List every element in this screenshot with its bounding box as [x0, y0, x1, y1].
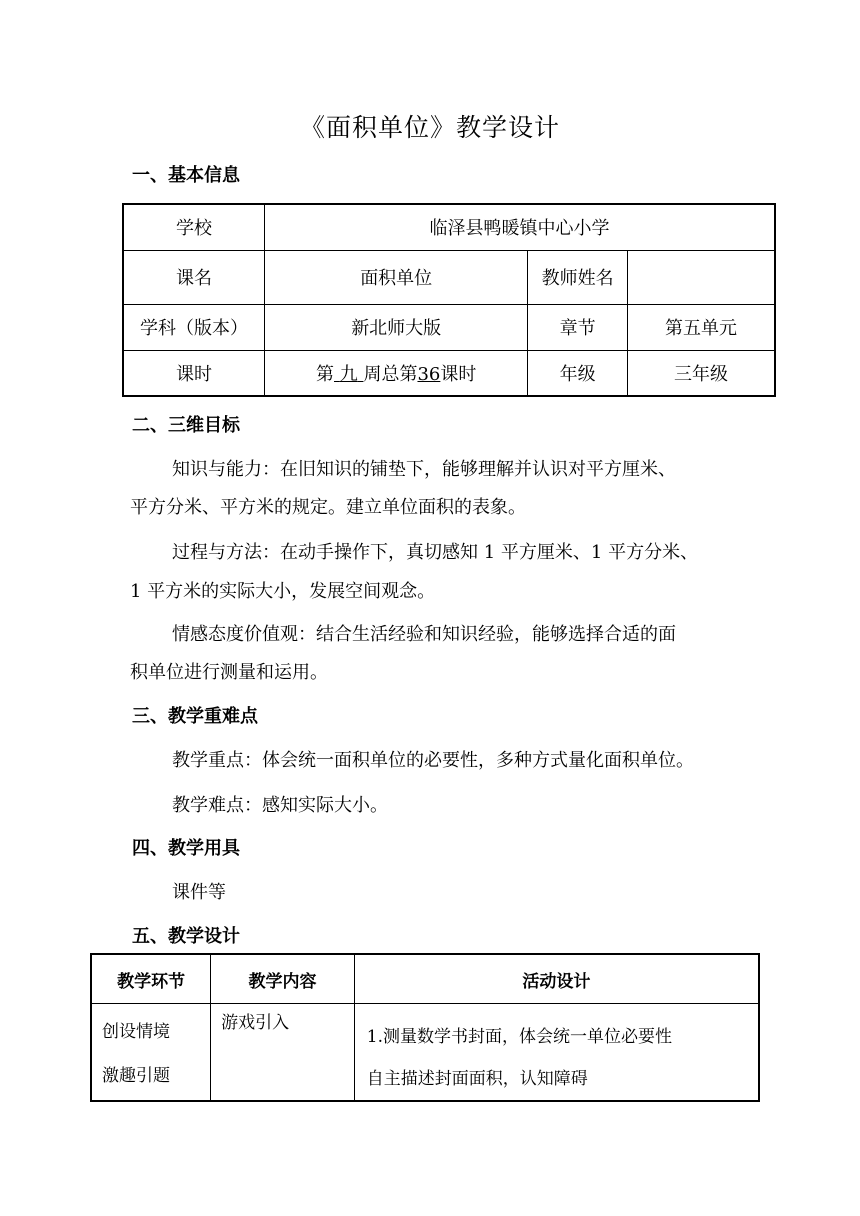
stage-line2: 激趣引题: [102, 1066, 170, 1086]
course-label: 课名: [123, 250, 265, 304]
tools-text: 课件等: [172, 882, 226, 903]
school-label: 学校: [123, 204, 265, 250]
content-cell: [211, 1004, 355, 1102]
goal-emotion-line1: 情感态度价值观：结合生活经验和知识经验，能够选择合适的面: [172, 624, 676, 645]
grade-value: 三年级: [627, 350, 775, 396]
section-heading-goals: 二、三维目标: [132, 415, 240, 436]
section-heading-key-points: 三、教学重难点: [132, 706, 258, 727]
goal-knowledge-line1: 知识与能力：在旧知识的铺垫下，能够理解并认识对平方厘米、: [172, 459, 676, 480]
period-suffix: 课时: [440, 363, 477, 385]
document-title: 《面积单位》教学设计: [299, 113, 560, 142]
period-number: 36: [417, 363, 441, 385]
content-text: 游戏引入: [221, 1013, 290, 1033]
period-prefix: 第: [316, 363, 334, 385]
period-mid: 周总第: [363, 363, 418, 385]
course-value: 面积单位: [265, 250, 528, 304]
goal-emotion-line2: 积单位进行测量和运用。: [130, 662, 328, 683]
activity-line1: 1.测量数学书封面，体会统一单位必要性: [366, 1027, 672, 1047]
basic-info-table: [122, 203, 776, 397]
row-subject: [123, 304, 775, 350]
header-activity: 活动设计: [354, 954, 759, 1004]
grade-label: 年级: [528, 350, 628, 396]
activity-cell: [354, 1004, 759, 1102]
period-value: [265, 350, 528, 396]
key-focus: 教学重点：体会统一面积单位的必要性，多种方式量化面积单位。: [172, 750, 694, 771]
header-content: 教学内容: [211, 954, 355, 1004]
row-school: [123, 204, 775, 250]
row-course: [123, 250, 775, 304]
row-period: [123, 350, 775, 396]
section-heading-basic-info: 一、基本信息: [132, 165, 240, 186]
header-stage: 教学环节: [91, 954, 211, 1004]
teacher-label: 教师姓名: [528, 250, 628, 304]
chapter-value: 第五单元: [627, 304, 775, 350]
goal-knowledge-line2: 平方分米、平方米的规定。建立单位面积的表象。: [130, 497, 526, 518]
stage-line1: 创设情境: [102, 1022, 170, 1042]
design-row: [91, 1004, 759, 1102]
school-value: 临泽县鸭暖镇中心小学: [265, 204, 775, 250]
subject-value: 新北师大版: [265, 304, 528, 350]
teacher-value: [627, 250, 775, 304]
goal-process-line2: 1 平方米的实际大小，发展空间观念。: [130, 581, 436, 602]
teaching-design-table: [90, 953, 760, 1102]
design-header-row: [91, 954, 759, 1004]
section-heading-design: 五、教学设计: [132, 926, 240, 947]
subject-label: 学科（版本）: [123, 304, 265, 350]
period-label: 课时: [123, 350, 265, 396]
stage-cell: [91, 1004, 211, 1102]
activity-line2: 自主描述封面面积，认知障碍: [366, 1069, 588, 1089]
chapter-label: 章节: [528, 304, 628, 350]
period-week: 九: [339, 363, 358, 385]
section-heading-tools: 四、教学用具: [132, 838, 240, 859]
key-difficulty: 教学难点：感知实际大小。: [172, 795, 388, 816]
goal-process-line1: 过程与方法：在动手操作下，真切感知 1 平方厘米、1 平方分米、: [172, 542, 699, 563]
